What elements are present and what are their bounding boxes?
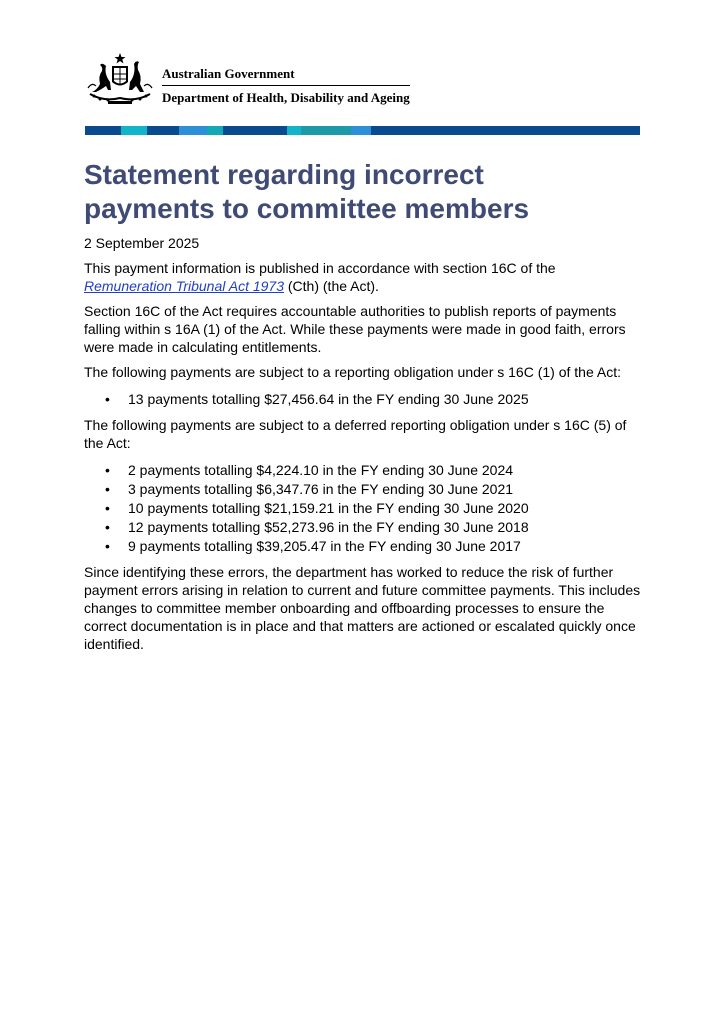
remuneration-tribunal-act-link[interactable]: Remuneration Tribunal Act 1973: [84, 278, 284, 294]
band-segment: [121, 126, 147, 135]
intro-paragraph: [84, 259, 644, 295]
list-item: • 9 payments totalling $39,205.47 in the FY ending 30 June 2017: [105, 538, 521, 554]
publication-date: 2 September 2025: [84, 235, 200, 251]
list-item: • 10 payments totalling $21,159.21 in the FY ending 30 June 2020: [105, 500, 529, 516]
band-segment: [223, 126, 287, 135]
band-segment: [147, 126, 179, 135]
band-segment: [371, 126, 640, 135]
title-line-2: payments to committee members: [84, 193, 530, 224]
band-segment: [351, 126, 371, 135]
band-segment: [301, 126, 351, 135]
band-segment: [85, 126, 121, 135]
band-segment: [207, 126, 223, 135]
deferred-payments-list: [84, 461, 644, 556]
title-line-1: Statement regarding incorrect: [84, 159, 484, 190]
deferred-obligation-paragraph: The following payments are subject to a deferred reporting obligation under s 16C (5) of the Act:: [84, 417, 627, 451]
coat-of-arms-icon: [84, 52, 156, 106]
department-name: Department of Health, Disability and Ageing: [162, 90, 410, 105]
decorative-color-band: [85, 126, 640, 135]
statement-content: [84, 158, 644, 653]
list-item: • 13 payments totalling $27,456.64 in the FY ending 30 June 2025: [105, 391, 529, 407]
current-payments-list: [84, 390, 644, 409]
intro-text-after: (Cth) (the Act).: [284, 278, 379, 294]
list-item: • 3 payments totalling $6,347.76 in the FY ending 30 June 2021: [105, 481, 514, 497]
intro-text-before: This payment information is published in accordance with section 16C of the: [84, 260, 556, 276]
section-16c-paragraph: Section 16C of the Act requires accountable authorities to publish reports of payments falling within s 16A (1) of the Act. While these payments were made in good faith, errors were made in calculating entitlements.: [84, 303, 626, 355]
list-item: • 12 payments totalling $52,273.96 in the FY ending 30 June 2018: [105, 519, 529, 535]
page-title: [84, 158, 644, 226]
agency-name-block: [162, 66, 410, 106]
reporting-obligation-paragraph: The following payments are subject to a reporting obligation under s 16C (1) of the Act:: [84, 364, 621, 380]
band-segment: [287, 126, 301, 135]
band-segment: [179, 126, 207, 135]
government-name: Australian Government: [162, 66, 410, 86]
remediation-paragraph: Since identifying these errors, the department has worked to reduce the risk of further payment errors arising in relation to current and future committee payments. This includes changes to committee member onboarding and offboarding processes to ensure the correct documentation is in place and that matters are actioned or escalated quickly once identified.: [84, 564, 641, 652]
list-item: • 2 payments totalling $4,224.10 in the FY ending 30 June 2024: [105, 462, 514, 478]
